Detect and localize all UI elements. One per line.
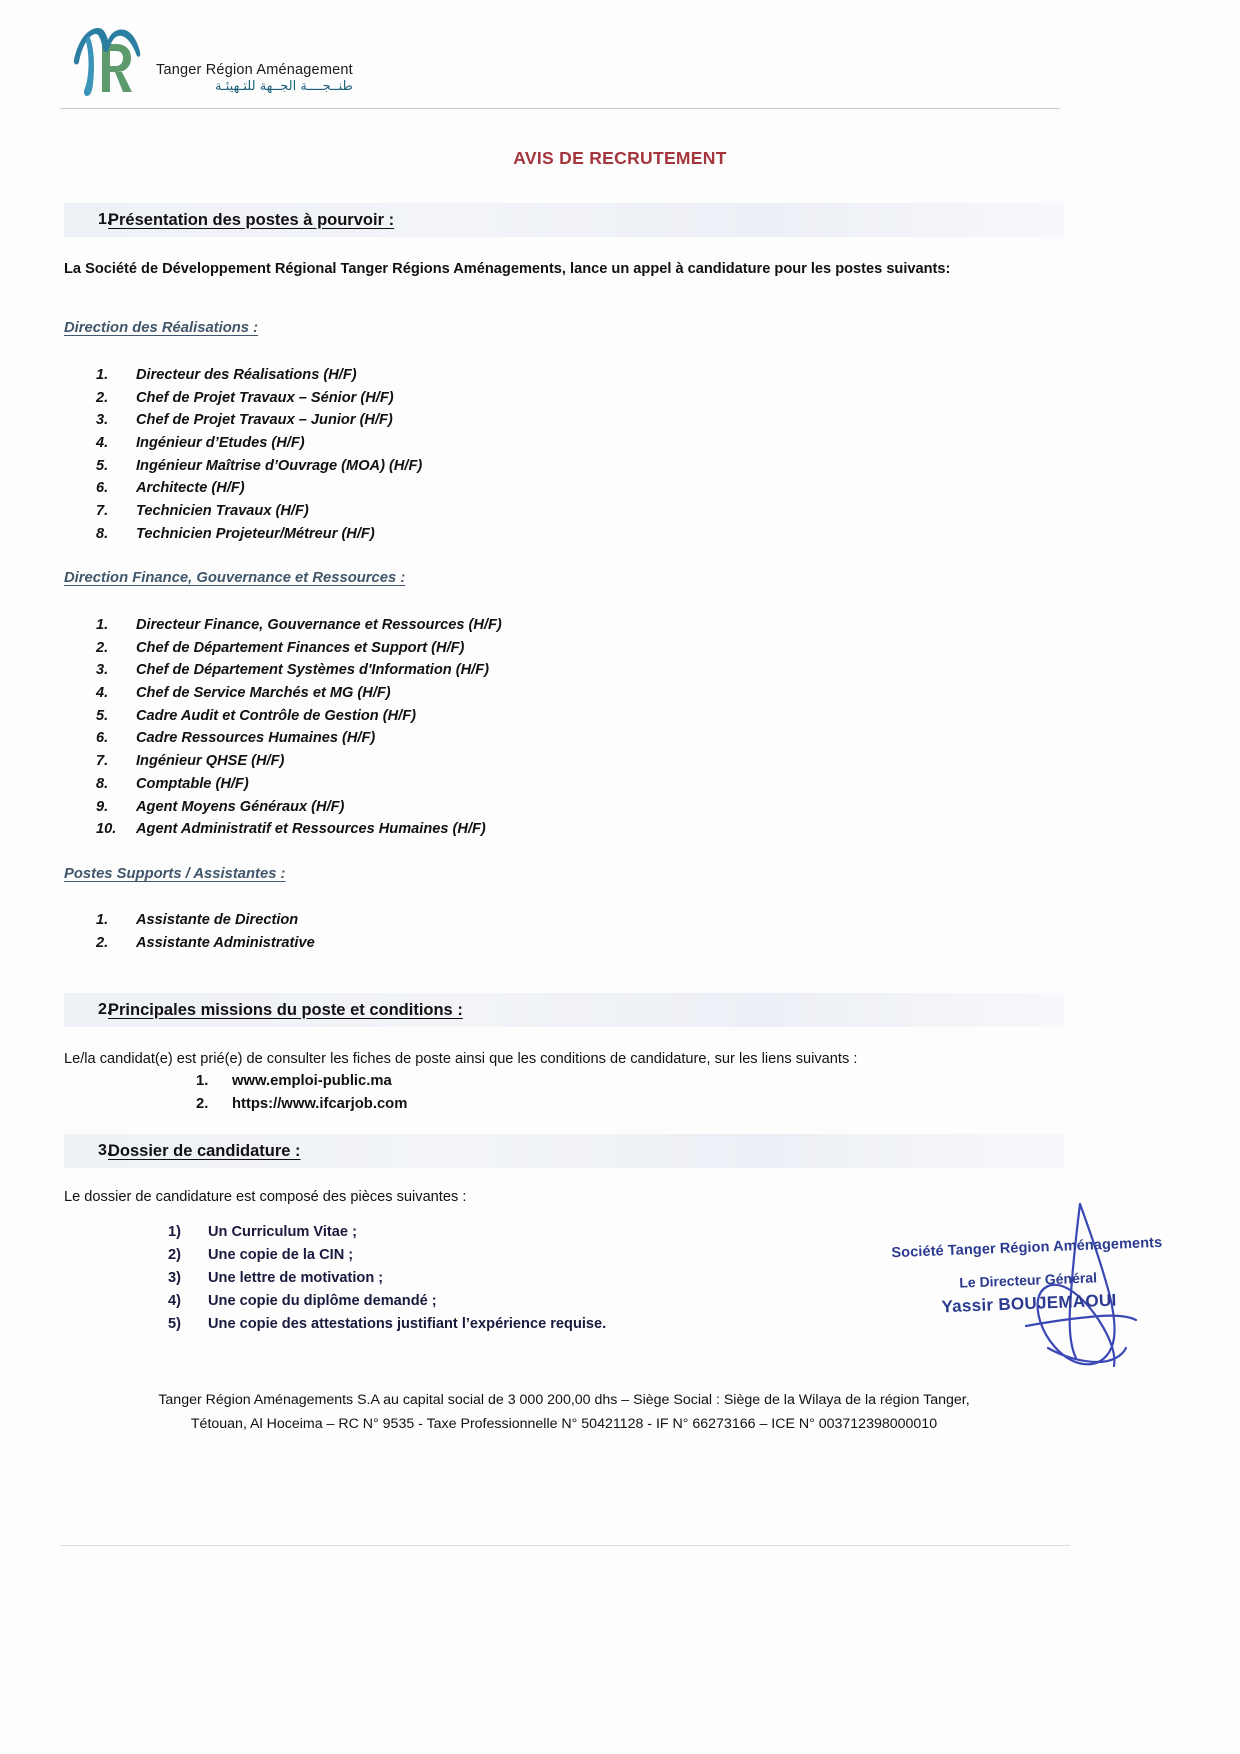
- job-row: [96, 432, 896, 455]
- job-label: Cadre Audit et Contrôle de Gestion (H/F): [136, 707, 416, 724]
- job-row: [96, 682, 896, 705]
- footer-line-2: Tétouan, Al Hoceima – RC N° 9535 - Taxe Professionnelle N° 50421128 - IF N° 66273166 – ICE N° 003712398000010: [190, 1416, 938, 1433]
- dossier-label: Une lettre de motivation ;: [208, 1270, 384, 1286]
- section-1-label: Présentation des postes à pourvoir :: [108, 210, 395, 229]
- group-heading-supports: Postes Supports / Assistantes :: [64, 866, 286, 882]
- job-index: 8.: [96, 525, 109, 542]
- list-item[interactable]: [196, 1070, 796, 1093]
- job-row: [96, 409, 896, 432]
- job-label: Architecte (H/F): [136, 480, 245, 497]
- dossier-index: 2): [168, 1247, 181, 1263]
- document-header: [60, 22, 1060, 114]
- signature-company: Société Tanger Région Aménagements: [891, 1234, 1163, 1262]
- job-list-supports: [96, 909, 896, 954]
- dossier-label: Un Curriculum Vitae ;: [208, 1224, 357, 1240]
- list-item[interactable]: [196, 1093, 796, 1116]
- job-label: Assistante Administrative: [136, 934, 315, 951]
- job-row: [96, 523, 896, 546]
- job-row: [96, 637, 896, 660]
- job-label: Chef de Projet Travaux – Sénior (H/F): [136, 389, 394, 406]
- list-item: [168, 1221, 768, 1244]
- job-list-realisations: [96, 364, 896, 546]
- job-index: 5.: [96, 707, 109, 724]
- job-list-finance: [96, 614, 896, 841]
- header-divider: [60, 108, 1060, 109]
- job-row: [96, 909, 896, 932]
- job-label: Assistante de Direction: [136, 912, 299, 928]
- signature-role: Le Directeur Général: [958, 1269, 1098, 1291]
- job-label: Ingénieur d’Etudes (H/F): [136, 435, 305, 452]
- job-row: [96, 455, 896, 478]
- job-row: [96, 932, 896, 955]
- company-logo: [68, 22, 353, 100]
- job-label: Agent Administratif et Ressources Humaines (H/F): [136, 821, 486, 838]
- section-2-label: Principales missions du poste et conditions :: [108, 1000, 463, 1019]
- dossier-label: Une copie des attestations justifiant l’expérience requise.: [208, 1316, 607, 1332]
- intro-paragraph: La Société de Développement Régional Tanger Régions Aménagements, lance un appel à candidature pour les postes suivants:: [64, 261, 951, 277]
- footer-divider: [60, 1545, 1070, 1546]
- job-row: [96, 659, 896, 682]
- logo-company-name-arabic: طنــجــــة الجــهة للتـهيئـة: [214, 79, 353, 94]
- job-row: [96, 727, 896, 750]
- job-index: 1.: [96, 367, 109, 383]
- job-row: [96, 705, 896, 728]
- logo-text-block: [156, 62, 353, 100]
- list-item: [168, 1267, 768, 1290]
- section-1-number: 1.: [98, 211, 112, 228]
- job-label: Chef de Département Finances et Support (H/F): [136, 639, 465, 656]
- missions-intro: Le/la candidat(e) est prié(e) de consulter les fiches de poste ainsi que les conditions de candidature, sur les liens suivants :: [64, 1051, 858, 1067]
- job-index: 6.: [96, 480, 109, 497]
- list-item: [168, 1313, 768, 1336]
- dossier-index: 4): [168, 1293, 181, 1309]
- group-heading-realisations: Direction des Réalisations :: [64, 320, 259, 336]
- job-label: Chef de Département Systèmes d'Information (H/F): [136, 662, 489, 679]
- list-item: [168, 1290, 768, 1313]
- job-index: 4.: [96, 435, 109, 452]
- job-label: Directeur Finance, Gouvernance et Ressources (H/F): [136, 617, 502, 633]
- job-row: [96, 796, 896, 819]
- job-row: [96, 750, 896, 773]
- job-row: [96, 387, 896, 410]
- job-index: 5.: [96, 457, 109, 474]
- job-row: [96, 818, 896, 841]
- dossier-label: Une copie du diplôme demandé ;: [208, 1293, 437, 1309]
- section-heading-2: [64, 993, 1064, 1027]
- link-index: 1.: [196, 1073, 209, 1089]
- job-label: Cadre Ressources Humaines (H/F): [136, 730, 376, 747]
- job-label: Directeur des Réalisations (H/F): [136, 367, 357, 383]
- dossier-index: 1): [168, 1224, 181, 1240]
- application-links-list: [196, 1070, 796, 1116]
- group-heading-finance: Direction Finance, Gouvernance et Ressources :: [64, 570, 406, 586]
- job-label: Comptable (H/F): [136, 775, 249, 792]
- job-index: 2.: [96, 934, 109, 951]
- section-heading-1: [64, 203, 1064, 237]
- job-row: [96, 477, 896, 500]
- job-index: 1.: [96, 617, 109, 633]
- footer-line-1: Tanger Région Aménagements S.A au capital social de 3 000 200,00 dhs – Siège Social : Siège de la Wilaya de la région Tanger,: [158, 1392, 970, 1408]
- dossier-items-list: [168, 1221, 768, 1336]
- section-3-label: Dossier de candidature :: [108, 1141, 301, 1160]
- logo-company-name: Tanger Région Aménagement: [156, 62, 353, 78]
- job-index: 4.: [96, 685, 109, 702]
- job-index: 6.: [96, 730, 109, 747]
- tra-logo-icon: [68, 22, 148, 100]
- job-index: 7.: [96, 753, 109, 770]
- link-url[interactable]: www.emploi-public.ma: [232, 1073, 392, 1089]
- list-item: [168, 1244, 768, 1267]
- job-label: Agent Moyens Généraux (H/F): [136, 798, 345, 815]
- dossier-index: 3): [168, 1270, 181, 1286]
- signature-block: [877, 1234, 1180, 1319]
- dossier-index: 5): [168, 1316, 181, 1332]
- job-label: Technicien Projeteur/Métreur (H/F): [136, 525, 375, 542]
- job-index: 10.: [96, 821, 117, 838]
- job-index: 2.: [96, 389, 109, 406]
- document-footer: [64, 1388, 1064, 1436]
- job-label: Chef de Service Marchés et MG (H/F): [136, 685, 391, 702]
- job-index: 2.: [96, 639, 109, 656]
- job-label: Chef de Projet Travaux – Junior (H/F): [136, 412, 393, 429]
- link-index: 2.: [196, 1096, 209, 1112]
- job-index: 3.: [96, 662, 109, 679]
- section-2-number: 2.: [98, 1001, 112, 1018]
- job-row: [96, 364, 896, 387]
- job-index: 3.: [96, 412, 109, 429]
- section-heading-3: [64, 1134, 1064, 1168]
- dossier-intro: Le dossier de candidature est composé des pièces suivantes :: [64, 1189, 467, 1205]
- job-index: 9.: [96, 798, 109, 815]
- signature-name: Yassir BOUJEMAOUI: [941, 1290, 1117, 1317]
- job-index: 8.: [96, 775, 109, 792]
- job-index: 7.: [96, 503, 109, 520]
- job-row: [96, 614, 896, 637]
- job-label: Ingénieur Maîtrise d’Ouvrage (MOA) (H/F): [136, 457, 423, 474]
- dossier-label: Une copie de la CIN ;: [208, 1247, 354, 1263]
- job-row: [96, 500, 896, 523]
- page-title: AVIS DE RECRUTEMENT: [513, 148, 727, 168]
- link-url[interactable]: https://www.ifcarjob.com: [232, 1096, 408, 1112]
- job-index: 1.: [96, 912, 109, 928]
- job-label: Ingénieur QHSE (H/F): [136, 753, 285, 770]
- job-label: Technicien Travaux (H/F): [136, 503, 309, 520]
- section-3-number: 3.: [98, 1142, 112, 1159]
- job-row: [96, 773, 896, 796]
